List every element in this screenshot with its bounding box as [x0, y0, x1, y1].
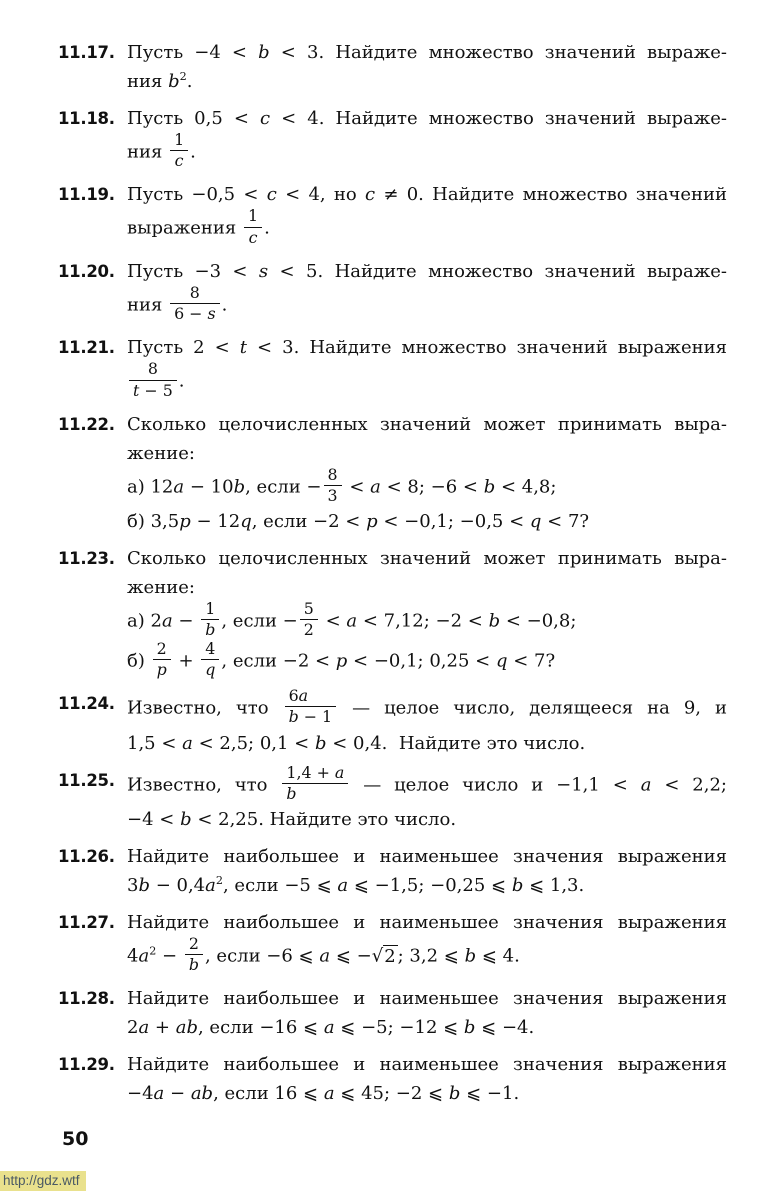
problem	[58, 908, 727, 976]
math-variable: q	[495, 650, 508, 672]
problem-body	[127, 38, 727, 96]
math-variable: q	[240, 511, 252, 533]
problem-number: 11.21.	[58, 338, 115, 358]
problem-body	[127, 908, 727, 976]
fraction: $\frac{1,4 + a}{b}$	[282, 764, 348, 803]
math-variable: a	[161, 610, 173, 632]
math-variable: a	[298, 686, 309, 706]
math-variable: a	[138, 945, 150, 967]
problem-number: 11.22.	[58, 414, 115, 434]
math-variable: a	[153, 1083, 165, 1105]
problem-line: б) 3,5p − 12q, если −2 < p < −0,1; −0,5 < q < 7?	[127, 511, 590, 533]
problem-line: $\frac{8}{t - 5}$ .	[127, 362, 727, 401]
math-variable: c	[266, 184, 277, 206]
math-variable: a	[337, 874, 349, 896]
problem	[58, 842, 727, 900]
problem-line: ния $\frac{1}{c}$ .	[127, 130, 196, 171]
problem-line: Пусть 0,5 < c < 4. Найдите множество значений выраже-	[127, 108, 727, 129]
problem-body	[127, 544, 727, 681]
problem-line: Найдите наибольшее и наименьшее значения выражения	[127, 845, 727, 867]
fraction: $\frac{2}{p}$	[153, 640, 171, 679]
fraction: $\frac{1}{c}$	[244, 207, 262, 246]
fraction: $\frac{2}{b}$	[185, 935, 203, 974]
math-variable: b	[488, 610, 501, 632]
problem-body	[127, 1050, 727, 1108]
page-number: 50	[62, 1128, 89, 1151]
problem-line: б) $\frac{2}{p}$ + $\frac{4}{q}$ , если −2 < p < −0,1; 0,25 < q < 7?	[127, 638, 556, 679]
superscript: 2	[179, 70, 187, 83]
fraction: $\frac{6a}{b - 1}$	[285, 687, 337, 726]
fraction: $\frac{1}{b}$	[201, 600, 219, 639]
superscript: 2	[149, 944, 157, 958]
problem-line: Пусть 2 < t < 3. Найдите множество значений выражения	[127, 337, 727, 359]
math-variable: a	[182, 732, 193, 754]
math-variable: p	[366, 511, 378, 533]
problem	[58, 104, 727, 172]
math-variable: q	[205, 659, 216, 679]
problem-number: 11.25.	[58, 770, 115, 790]
problem-line: 1,5 < a < 2,5; 0,1 < b < 0,4. Найдите это число.	[127, 732, 586, 754]
fraction: $\frac{5}{2}$	[300, 600, 318, 639]
problem	[58, 1050, 727, 1108]
math-variable: a	[323, 1017, 335, 1039]
problem	[58, 762, 727, 834]
math-variable: p	[179, 511, 191, 533]
problem-line: −4a − ab, если 16 ⩽ a ⩽ 45; −2 ⩽ b ⩽ −1.	[127, 1083, 520, 1105]
problem	[58, 686, 727, 757]
math-variable: c	[174, 151, 184, 171]
problem-body	[127, 410, 727, 536]
math-variable: b	[168, 71, 180, 92]
problem-body	[127, 984, 727, 1042]
math-variable: a	[334, 762, 345, 782]
math-variable: s	[258, 260, 269, 282]
problem-line: Пусть −0,5 < c < 4, но c ≠ 0. Найдите множество значений	[127, 184, 727, 206]
math-variable: b	[448, 1083, 461, 1105]
problem-line: $3b - 0,4a^2$, если −5 ⩽ a ⩽ −1,5; −0,25 ⩽ b ⩽ 1,3.	[127, 873, 585, 896]
math-variable: c	[260, 108, 271, 129]
math-variable: b	[286, 783, 297, 803]
problem	[58, 333, 727, 401]
problem	[58, 38, 727, 96]
problem-number: 11.20.	[58, 261, 115, 281]
problem	[58, 544, 727, 681]
problem-line: выражения $\frac{1}{c}$ .	[127, 206, 270, 247]
problem-line: Найдите наибольшее и наименьшее значения выражения	[127, 911, 727, 933]
math-variable: a	[319, 945, 331, 967]
math-variable: b	[464, 945, 477, 967]
problem-number: 11.19.	[58, 185, 115, 205]
math-variable: a	[346, 610, 358, 632]
math-variable: a	[323, 1083, 335, 1105]
math-variable: b	[233, 476, 246, 498]
math-variable: t	[239, 337, 247, 359]
math-variable: ab	[190, 1083, 214, 1105]
problem-body	[127, 180, 727, 248]
problem-line: Известно, что $\frac{1,4 + a}{b}$ — целое число и −1,1 < a < 2,2;	[127, 762, 727, 803]
problem-number: 11.24.	[58, 694, 115, 714]
fraction: $\frac{4}{q}$	[201, 640, 219, 679]
problem-body	[127, 257, 727, 325]
math-variable: a	[205, 874, 216, 896]
math-variable: b	[258, 42, 270, 63]
math-variable: t	[133, 380, 140, 400]
problem-number: 11.29.	[58, 1055, 115, 1075]
math-variable: p	[156, 659, 167, 679]
problem-line: жение:	[127, 442, 195, 464]
problem-line: а) 12a − 10b, если − $\frac{8}{3}$ < a < 8; −6 < b < 4,8;	[127, 464, 557, 505]
problem	[58, 180, 727, 248]
problem-body	[127, 686, 727, 757]
problem-line: Сколько целочисленных значений может принимать выра-	[127, 548, 727, 570]
problem-line: Сколько целочисленных значений может принимать выра-	[127, 413, 727, 435]
problem-number: 11.26.	[58, 846, 115, 866]
math-variable: a	[138, 1017, 150, 1039]
problem-body	[127, 762, 727, 834]
math-variable: b	[511, 874, 524, 896]
problem-line: ния $\frac{8}{6 - s}$ .	[127, 282, 228, 324]
fraction: $\frac{1}{c}$	[170, 131, 188, 170]
problem-line: ния $b^2$.	[127, 70, 193, 92]
math-variable: p	[335, 650, 348, 672]
problem-line: Найдите наибольшее и наименьшее значения выражения	[127, 988, 727, 1010]
math-variable: s	[207, 304, 216, 324]
problem-line: −4 < b < 2,25. Найдите это число.	[127, 808, 457, 830]
math-variable: b	[180, 808, 192, 830]
math-variable: b	[205, 620, 216, 640]
problem	[58, 410, 727, 536]
math-variable: a	[640, 774, 652, 796]
problem-line: Найдите наибольшее и наименьшее значения выражения	[127, 1054, 727, 1076]
math-variable: b	[463, 1017, 476, 1039]
math-variable: ab	[175, 1017, 198, 1039]
math-variable: q	[529, 511, 542, 533]
problem-number: 11.18.	[58, 109, 115, 128]
fraction: $\frac{8}{3}$	[324, 466, 342, 505]
fraction: $\frac{8}{6 - s}$	[170, 284, 220, 323]
math-variable: b	[288, 707, 299, 727]
problem-number: 11.28.	[58, 989, 115, 1009]
problem-number: 11.17.	[58, 43, 115, 62]
problem-line: Пусть −4 < b < 3. Найдите множество значений выраже-	[127, 42, 727, 63]
math-variable: b	[314, 732, 327, 754]
problem-body	[127, 333, 727, 401]
math-variable: c	[365, 184, 376, 206]
math-variable: b	[188, 955, 199, 975]
problem-body	[127, 104, 727, 172]
problem	[58, 257, 727, 325]
problem	[58, 984, 727, 1042]
math-variable: a	[173, 476, 185, 498]
sqrt: √2	[371, 945, 396, 967]
superscript: 2	[215, 873, 223, 887]
problem-line: Известно, что $\frac{6a}{b - 1}$ — целое число, делящееся на 9, и	[127, 686, 727, 727]
problem-line: Пусть −3 < s < 5. Найдите множество значений выраже-	[127, 260, 727, 282]
problem-line: 2a + ab, если −16 ⩽ a ⩽ −5; −12 ⩽ b ⩽ −4.	[127, 1017, 535, 1039]
problem-number: 11.23.	[58, 549, 115, 569]
math-variable: a	[370, 476, 381, 498]
math-variable: b	[483, 476, 496, 498]
problem-body	[127, 842, 727, 900]
watermark-url: http://gdz.wtf	[0, 1171, 86, 1191]
problem-line: а) 2a − $\frac{1}{b}$ , если − $\frac{5}{2}$ < a < 7,12; −2 < b < −0,8;	[127, 599, 577, 640]
math-variable: b	[138, 874, 150, 896]
problem-line: $4a^2$ − $\frac{2}{b}$ , если −6 ⩽ a ⩽ −√2 ; 3,2 ⩽ b ⩽ 4.	[127, 933, 520, 975]
problem-number: 11.27.	[58, 912, 115, 932]
problem-line: жение:	[127, 577, 195, 599]
fraction: $\frac{8}{t - 5}$	[129, 360, 177, 399]
math-variable: c	[248, 227, 258, 247]
